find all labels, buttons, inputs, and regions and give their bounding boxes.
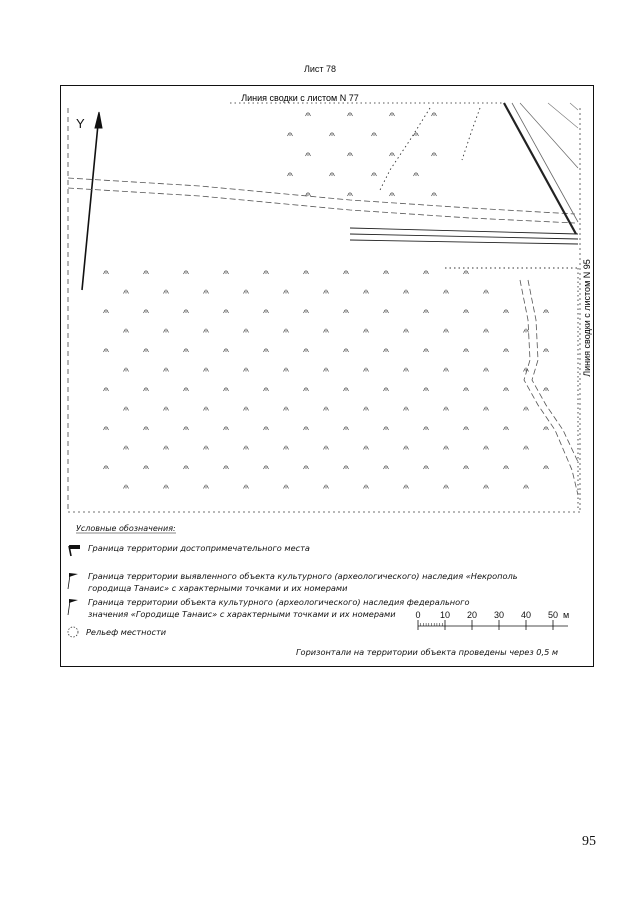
grass-symbol [484, 290, 489, 294]
grass-symbol [404, 485, 409, 489]
grass-symbol [432, 112, 437, 116]
grass-symbol [344, 309, 349, 313]
legend-item-boundary-settlement [88, 596, 469, 620]
grass-symbol [504, 426, 509, 430]
grass-symbol [524, 485, 529, 489]
grass-symbol [184, 309, 189, 313]
grass-symbol [414, 132, 419, 136]
scale-tick-label: 50 [547, 610, 559, 620]
grass-symbol [384, 465, 389, 469]
grass-symbol [364, 290, 369, 294]
grass-symbol [284, 446, 289, 450]
grass-symbol [404, 407, 409, 411]
grass-symbol [524, 407, 529, 411]
scale-tick-label: 0 [415, 610, 421, 620]
grass-symbol [264, 270, 269, 274]
grass-symbol [372, 132, 377, 136]
grass-symbol [164, 407, 169, 411]
grass-symbol [364, 485, 369, 489]
grass-symbol [344, 348, 349, 352]
grass-symbol [344, 270, 349, 274]
grass-symbol [464, 348, 469, 352]
grass-symbol [330, 132, 335, 136]
grass-symbol [444, 446, 449, 450]
grass-symbol [330, 172, 335, 176]
relief-circle-icon [68, 627, 78, 637]
grass-symbol [164, 446, 169, 450]
legend-item-relief [86, 626, 166, 638]
grass-symbol [464, 270, 469, 274]
grass-symbol [164, 485, 169, 489]
grass-symbol [344, 426, 349, 430]
grass-symbol [384, 309, 389, 313]
right-summary-line-label: Линия сводки с листом N 95 [582, 259, 592, 377]
grass-symbol [104, 387, 109, 391]
grass-symbol [144, 387, 149, 391]
grass-symbol [404, 368, 409, 372]
grass-symbol [304, 426, 309, 430]
scale-tick-label: 30 [493, 610, 505, 620]
sheet-title: Лист 78 [303, 64, 337, 74]
legend-item-label: Граница территории объекта культурного (археологического) наследия федерального [88, 597, 470, 607]
grass-symbol [404, 329, 409, 333]
grass-symbol [304, 309, 309, 313]
dark-flag-marker-icon [69, 545, 80, 556]
grass-symbol [444, 407, 449, 411]
grass-symbol [284, 368, 289, 372]
grass-symbol [244, 368, 249, 372]
grass-symbol [544, 309, 549, 313]
grass-symbol [264, 348, 269, 352]
top-summary-line-label: Линия сводки с листом N 77 [241, 93, 359, 103]
grass-symbol [224, 348, 229, 352]
grass-symbol [184, 348, 189, 352]
scale-tick-label: 40 [520, 610, 532, 620]
grass-symbol [244, 290, 249, 294]
grass-symbol [544, 348, 549, 352]
grass-symbol [324, 407, 329, 411]
grass-symbol [124, 407, 129, 411]
triple-line-feature [350, 228, 578, 244]
grass-symbol [204, 368, 209, 372]
grass-symbol [184, 465, 189, 469]
grass-symbol [348, 112, 353, 116]
grass-symbol [444, 329, 449, 333]
grass-symbol [348, 192, 353, 196]
grass-symbol [184, 270, 189, 274]
grass-symbol [124, 446, 129, 450]
grass-symbol [324, 446, 329, 450]
grass-symbol [224, 270, 229, 274]
grass-symbol [464, 309, 469, 313]
grass-symbol [144, 426, 149, 430]
grass-symbol [524, 446, 529, 450]
grass-symbol [104, 270, 109, 274]
grass-symbol [104, 309, 109, 313]
grass-symbol [524, 368, 529, 372]
legend-item-label: значения «Городище Танаис» с характерными точками и их номерами [88, 609, 396, 619]
grass-symbol [144, 465, 149, 469]
grass-symbol [484, 446, 489, 450]
territory-boundary-lines [504, 103, 578, 234]
grass-symbol [124, 329, 129, 333]
grass-symbol [372, 172, 377, 176]
grass-symbol [390, 192, 395, 196]
grass-symbol [306, 192, 311, 196]
legend-item-label: Граница территории выявленного объекта культурного (археологического) наследия «Некрополь [88, 571, 518, 581]
dashed-road [68, 178, 575, 223]
grass-symbol [364, 368, 369, 372]
inner-boundary [68, 103, 580, 512]
grass-symbol [414, 172, 419, 176]
grass-symbol [204, 446, 209, 450]
grass-symbol [244, 329, 249, 333]
grass-symbol [504, 309, 509, 313]
grass-symbol [264, 309, 269, 313]
grass-symbol [204, 407, 209, 411]
grass-symbol [432, 192, 437, 196]
grass-symbol [144, 348, 149, 352]
grass-symbol [264, 465, 269, 469]
grass-symbol [164, 290, 169, 294]
grass-symbol [444, 485, 449, 489]
grass-symbol [264, 387, 269, 391]
grass-symbol [364, 407, 369, 411]
legend-item-label: Граница территории достопримечательного места [88, 543, 310, 553]
grass-symbol [344, 387, 349, 391]
grass-symbol [484, 329, 489, 333]
grass-symbol [164, 329, 169, 333]
grass-symbol [184, 387, 189, 391]
grass-symbol [544, 465, 549, 469]
grass-symbol [244, 407, 249, 411]
grass-symbol [364, 446, 369, 450]
grass-symbol [324, 329, 329, 333]
grass-symbol [144, 270, 149, 274]
grass-symbol [144, 309, 149, 313]
grass-symbol [284, 407, 289, 411]
grass-symbol [484, 407, 489, 411]
grass-symbol [124, 485, 129, 489]
grass-symbol [344, 465, 349, 469]
grass-symbol [364, 329, 369, 333]
grass-symbol [404, 290, 409, 294]
grass-symbol [284, 290, 289, 294]
grass-symbol [484, 485, 489, 489]
grass-symbol [324, 290, 329, 294]
grass-symbol [384, 387, 389, 391]
grass-symbol [224, 309, 229, 313]
grass-symbol [484, 368, 489, 372]
grass-symbol [284, 329, 289, 333]
grass-symbol [444, 368, 449, 372]
grass-symbol [544, 426, 549, 430]
grass-symbol [304, 270, 309, 274]
grass-symbol [124, 290, 129, 294]
grass-symbol [304, 465, 309, 469]
grass-symbol [504, 348, 509, 352]
grass-symbol [244, 485, 249, 489]
grass-symbol [504, 465, 509, 469]
grass-symbol [224, 426, 229, 430]
grass-symbol [104, 465, 109, 469]
grass-symbol [390, 152, 395, 156]
grass-symbol [324, 368, 329, 372]
scale-tick-label: 10 [439, 610, 451, 620]
grass-symbol [424, 270, 429, 274]
north-arrow-icon [76, 112, 102, 290]
grass-symbol [424, 426, 429, 430]
grass-symbol [306, 112, 311, 116]
legend-item-boundary-necropolis [88, 570, 518, 594]
grass-symbol [404, 446, 409, 450]
grass-symbol [224, 465, 229, 469]
grass-symbol [204, 329, 209, 333]
grass-symbol [384, 348, 389, 352]
grass-symbol [464, 387, 469, 391]
thin-flag-marker-icon [68, 599, 78, 615]
grass-symbol [264, 426, 269, 430]
thin-flag-marker-icon [68, 573, 78, 589]
legend-item-label: городища Танаис» с характерными точками и их номерами [88, 583, 348, 593]
grass-symbol [524, 329, 529, 333]
grass-symbol [164, 368, 169, 372]
grass-symbol [384, 270, 389, 274]
page-number: 95 [582, 834, 596, 849]
grass-symbol [348, 152, 353, 156]
grass-symbol [424, 387, 429, 391]
grass-symbol [464, 465, 469, 469]
grass-symbol [464, 426, 469, 430]
scale-tick-label: 20 [466, 610, 478, 620]
grass-symbol [104, 348, 109, 352]
grass-symbol [424, 309, 429, 313]
contour-interval-note: Горизонтали на территории объекта проведены через 0,5 м [296, 647, 559, 657]
legend-heading: Условные обозначения: [76, 524, 176, 533]
grass-symbol [224, 387, 229, 391]
grass-symbol [306, 152, 311, 156]
grass-symbol [204, 485, 209, 489]
grass-symbol [288, 132, 293, 136]
legend-item-label: Рельеф местности [86, 627, 167, 637]
grass-symbol [504, 387, 509, 391]
grass-symbol [104, 426, 109, 430]
grass-symbol [444, 290, 449, 294]
grass-symbol [384, 426, 389, 430]
grass-symbol [432, 152, 437, 156]
north-symbol: Y [76, 116, 85, 131]
grass-symbol [304, 348, 309, 352]
grass-symbol [288, 172, 293, 176]
grass-symbol [424, 348, 429, 352]
grass-symbol [304, 387, 309, 391]
grass-symbol [544, 387, 549, 391]
grass-symbol [390, 112, 395, 116]
grass-symbol [324, 485, 329, 489]
grass-symbol [284, 485, 289, 489]
grass-symbol [124, 368, 129, 372]
dashed-path [520, 280, 578, 495]
grass-symbol [424, 465, 429, 469]
scale-unit: м [563, 610, 570, 620]
grass-symbol [184, 426, 189, 430]
grass-symbol [244, 446, 249, 450]
relief-symbols [104, 112, 549, 489]
grass-symbol [204, 290, 209, 294]
legend-item-boundary-landmark [88, 542, 310, 554]
